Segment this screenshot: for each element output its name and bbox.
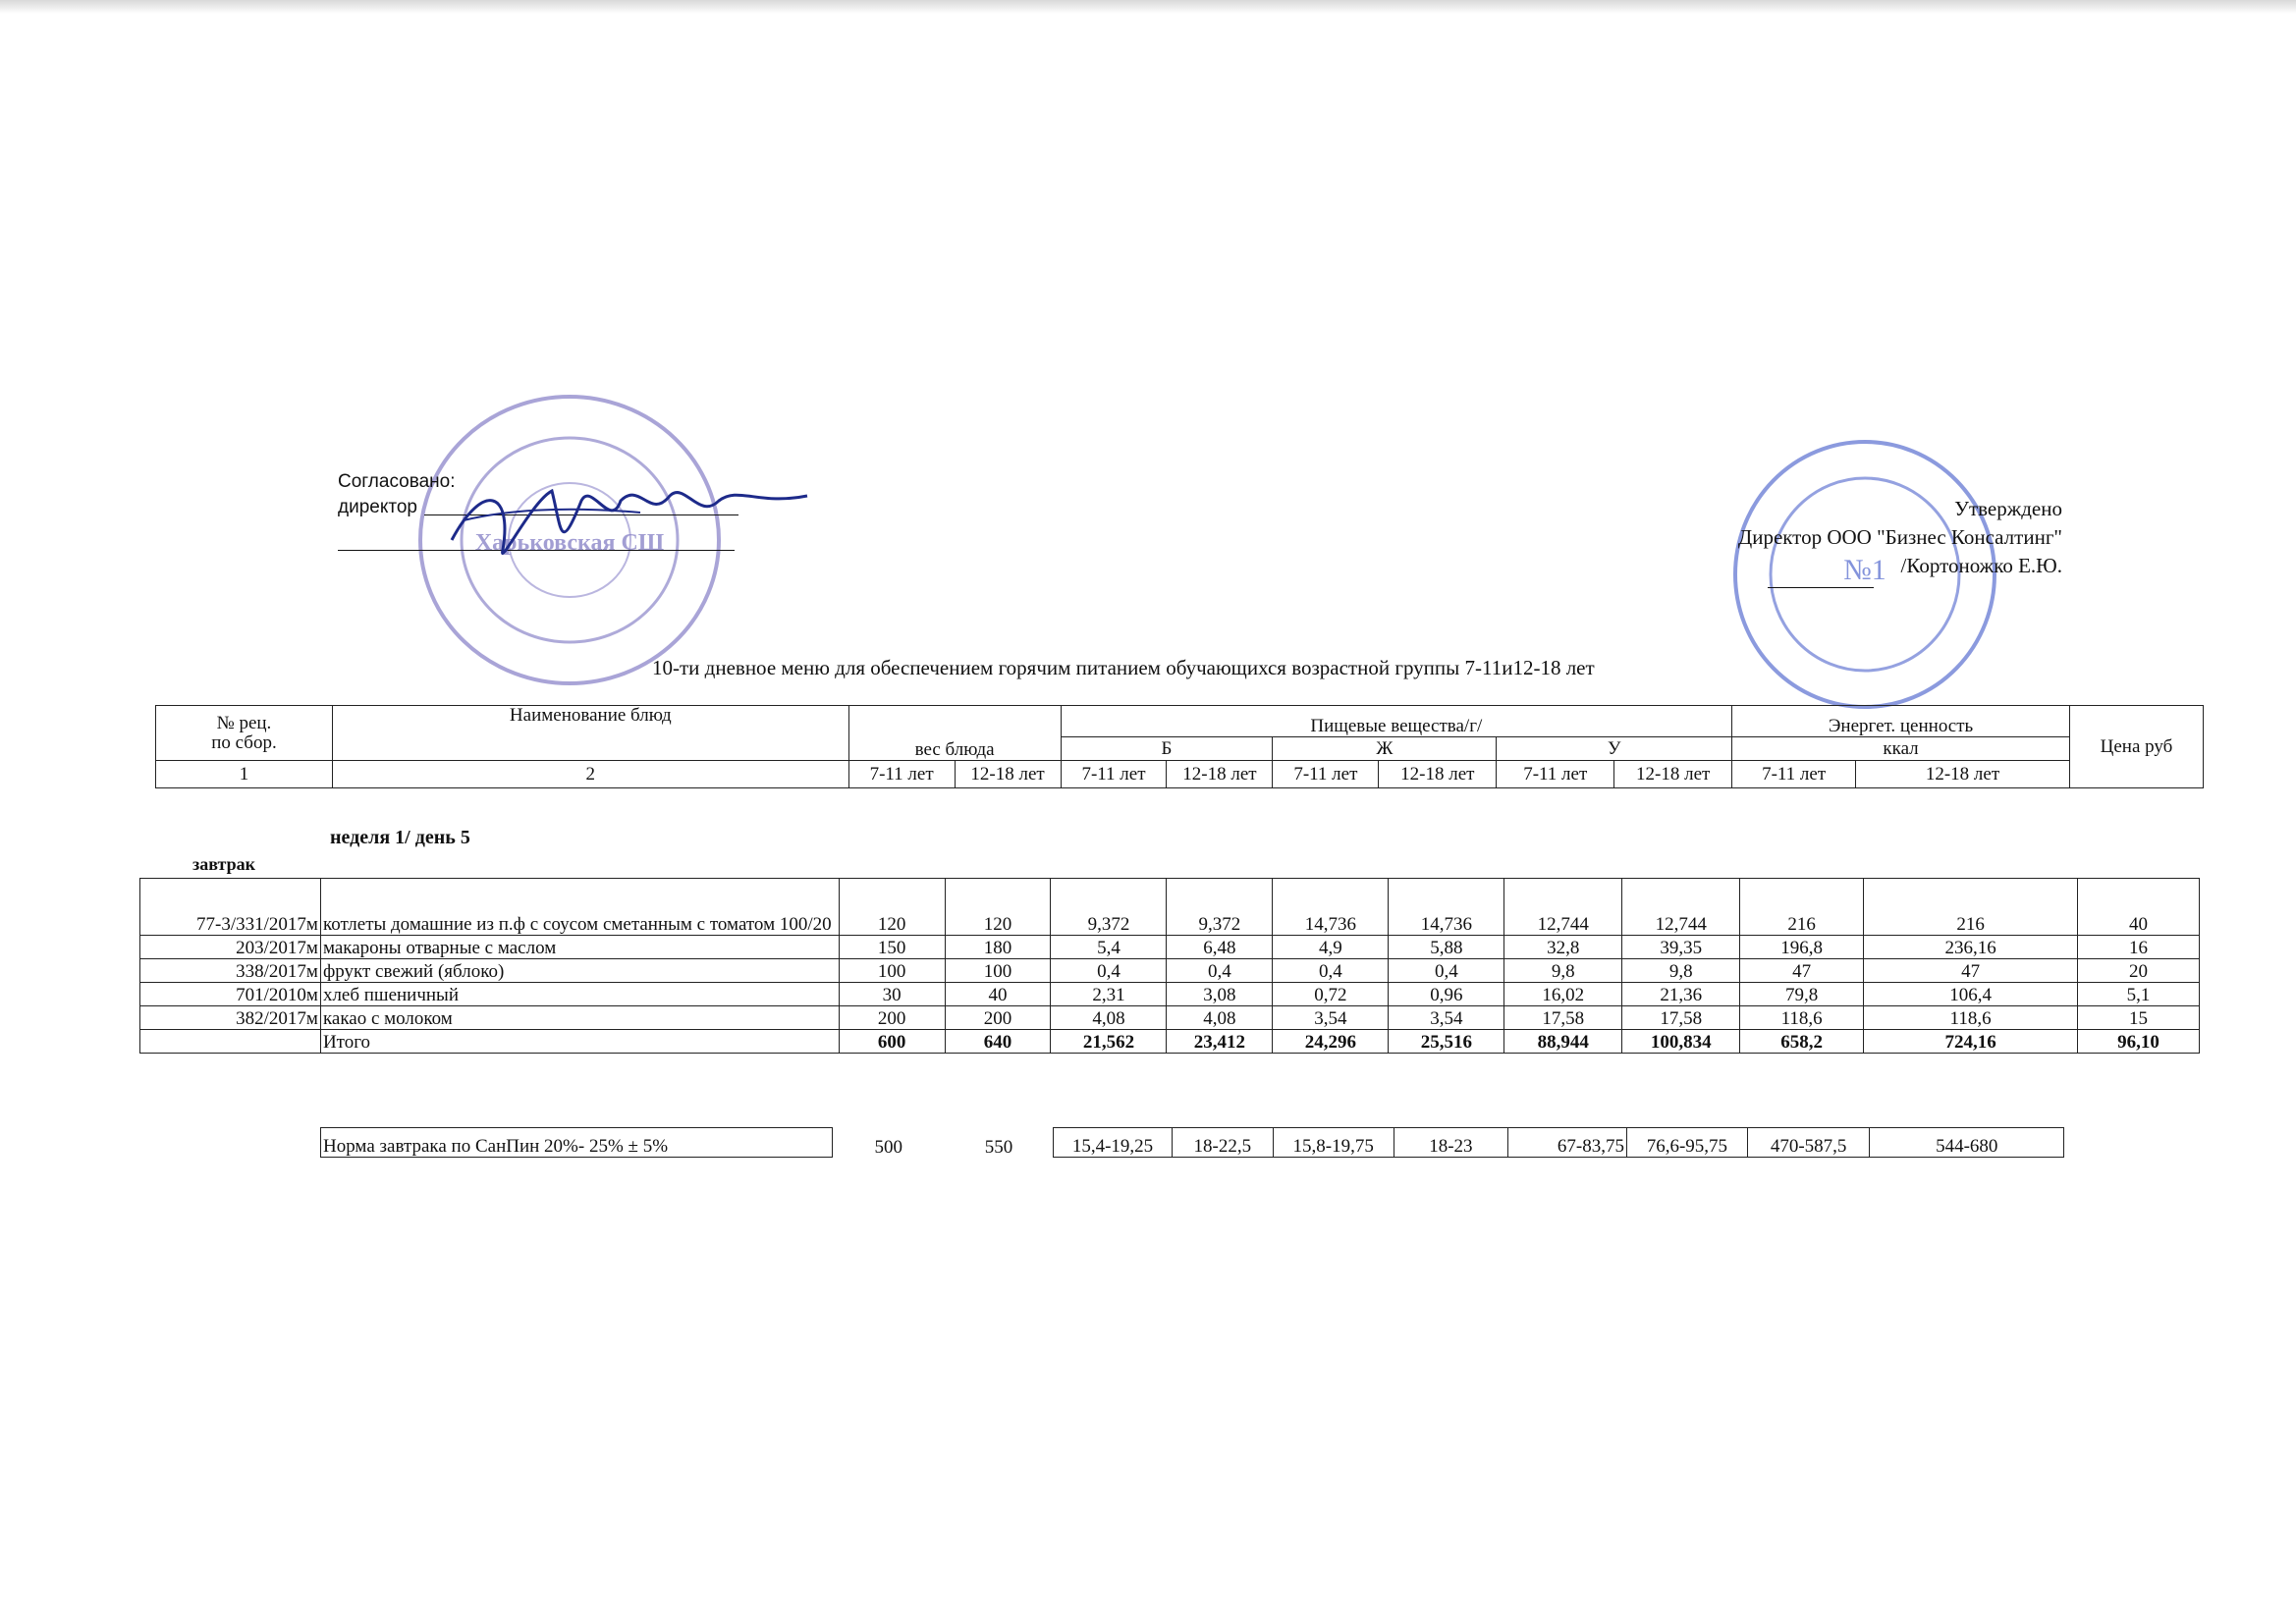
weight-age-b: 180	[945, 936, 1051, 959]
director-label: директор	[338, 497, 417, 517]
kcal-age-b: 236,16	[1864, 936, 2078, 959]
weight-age-a: 100	[839, 959, 945, 983]
dish-name: какао с молоком	[320, 1006, 839, 1030]
header-b-age-b: 12-18 лет	[1167, 761, 1273, 788]
b-age-a: 5,4	[1051, 936, 1167, 959]
header-dish-name: Наименование блюд	[332, 706, 848, 761]
header-carbs: У	[1497, 737, 1732, 761]
header-proteins: Б	[1061, 737, 1273, 761]
header-kcal: ккал	[1732, 737, 2070, 761]
weight-age-a: 200	[839, 1006, 945, 1030]
u-age-b: 17,58	[1622, 1006, 1740, 1030]
recipe-code: 701/2010м	[140, 983, 321, 1006]
norm-label: Норма завтрака по СанПин 20%- 25% ± 5%	[321, 1128, 833, 1158]
recipe-code: 382/2017м	[140, 1006, 321, 1030]
header-b-age-a: 7-11 лет	[1061, 761, 1167, 788]
weight-age-a: 150	[839, 936, 945, 959]
menu-row	[140, 959, 2200, 983]
total-row	[140, 1030, 2200, 1054]
recipe-code: 203/2017м	[140, 936, 321, 959]
school-stamp-text: Харьковская СШ	[474, 530, 665, 556]
total-weight-age-a: 600	[839, 1030, 945, 1054]
director-signature	[444, 461, 817, 579]
kcal-age-a: 79,8	[1740, 983, 1864, 1006]
menu-row	[140, 879, 2200, 936]
norm-weight-age-a: 500	[874, 1136, 903, 1158]
recipe-code: 338/2017м	[140, 959, 321, 983]
norm-table	[320, 1127, 2064, 1158]
z-age-b: 3,54	[1389, 1006, 1504, 1030]
b-age-a: 2,31	[1051, 983, 1167, 1006]
total-kcal-age-a: 658,2	[1740, 1030, 1864, 1054]
header-col-2: 2	[332, 761, 848, 788]
u-age-a: 17,58	[1504, 1006, 1622, 1030]
norm-b-age-b: 18-22,5	[1172, 1128, 1273, 1158]
z-age-b: 5,88	[1389, 936, 1504, 959]
scan-edge	[0, 0, 2296, 14]
b-age-b: 9,372	[1167, 879, 1273, 936]
price: 15	[2078, 1006, 2200, 1030]
dish-name: котлеты домашние из п.ф с соусом сметанным с томатом 100/20	[320, 879, 839, 936]
kcal-age-a: 47	[1740, 959, 1864, 983]
header-u-age-a: 7-11 лет	[1497, 761, 1614, 788]
dish-name: фрукт свежий (яблоко)	[320, 959, 839, 983]
header-recipe-source: по сбор.	[211, 731, 277, 753]
norm-u-age-b: 76,6-95,75	[1626, 1128, 1747, 1158]
price: 16	[2078, 936, 2200, 959]
total-price: 96,10	[2078, 1030, 2200, 1054]
kcal-age-b: 118,6	[1864, 1006, 2078, 1030]
price: 5,1	[2078, 983, 2200, 1006]
total-kcal-age-b: 724,16	[1864, 1030, 2078, 1054]
b-age-a: 0,4	[1051, 959, 1167, 983]
menu-header-table	[155, 705, 2204, 788]
z-age-a: 3,54	[1273, 1006, 1389, 1030]
kcal-age-b: 106,4	[1864, 983, 2078, 1006]
agreed-label: Согласовано:	[338, 471, 456, 492]
u-age-a: 16,02	[1504, 983, 1622, 1006]
weight-age-a: 120	[839, 879, 945, 936]
total-u-age-b: 100,834	[1622, 1030, 1740, 1054]
u-age-a: 32,8	[1504, 936, 1622, 959]
weight-age-b: 100	[945, 959, 1051, 983]
total-z-age-a: 24,296	[1273, 1030, 1389, 1054]
u-age-b: 39,35	[1622, 936, 1740, 959]
norm-k-age-b: 544-680	[1870, 1128, 2064, 1158]
price: 40	[2078, 879, 2200, 936]
header-k-age-a: 7-11 лет	[1732, 761, 1856, 788]
z-age-a: 4,9	[1273, 936, 1389, 959]
norm-k-age-a: 470-587,5	[1747, 1128, 1870, 1158]
company-director-line: Директор ООО "Бизнес Консалтинг"	[1737, 525, 2062, 549]
norm-z-age-b: 18-23	[1394, 1128, 1508, 1158]
header-weight: вес блюда	[848, 706, 1061, 761]
kcal-age-b: 216	[1864, 879, 2078, 936]
dish-name: макароны отварные с маслом	[320, 936, 839, 959]
header-price: Цена руб	[2069, 706, 2203, 788]
z-age-a: 0,72	[1273, 983, 1389, 1006]
b-age-a: 9,372	[1051, 879, 1167, 936]
company-director-name: /Кортоножко Е.Ю.	[1900, 554, 2062, 577]
menu-row	[140, 983, 2200, 1006]
header-weight-age-a: 7-11 лет	[848, 761, 955, 788]
approval-signature-line	[1768, 587, 1874, 588]
header-z-age-b: 12-18 лет	[1379, 761, 1497, 788]
total-z-age-b: 25,516	[1389, 1030, 1504, 1054]
weight-age-b: 200	[945, 1006, 1051, 1030]
meal-label: завтрак	[192, 854, 255, 874]
u-age-b: 12,744	[1622, 879, 1740, 936]
u-age-b: 21,36	[1622, 983, 1740, 1006]
norm-z-age-a: 15,8-19,75	[1273, 1128, 1394, 1158]
recipe-code: 77-3/331/2017м	[140, 879, 321, 936]
kcal-age-a: 216	[1740, 879, 1864, 936]
total-label: Итого	[320, 1030, 839, 1054]
z-age-a: 14,736	[1273, 879, 1389, 936]
menu-data-table	[139, 878, 2200, 1054]
menu-row	[140, 1006, 2200, 1030]
week-day-label: неделя 1/ день 5	[330, 827, 470, 848]
document-title: 10-ти дневное меню для обеспечением горячим питанием обучающихся возрастной группы 7-11и12-18 лет	[652, 656, 1595, 679]
price: 20	[2078, 959, 2200, 983]
norm-b-age-a: 15,4-19,25	[1054, 1128, 1173, 1158]
total-u-age-a: 88,944	[1504, 1030, 1622, 1054]
header-recipe-cell	[156, 706, 333, 761]
approved-block	[1611, 495, 2062, 580]
u-age-a: 9,8	[1504, 959, 1622, 983]
header-u-age-b: 12-18 лет	[1614, 761, 1732, 788]
header-nutrients: Пищевые вещества/г/	[1061, 706, 1732, 737]
header-fats: Ж	[1273, 737, 1497, 761]
norm-weight-age-b: 550	[984, 1136, 1013, 1158]
svg-text:№1: №1	[1843, 554, 1886, 586]
b-age-b: 6,48	[1167, 936, 1273, 959]
z-age-b: 14,736	[1389, 879, 1504, 936]
kcal-age-b: 47	[1864, 959, 2078, 983]
header-energy: Энергет. ценность	[1732, 706, 2070, 737]
norm-u-age-a: 67-83,75	[1508, 1128, 1627, 1158]
b-age-b: 4,08	[1167, 1006, 1273, 1030]
weight-age-a: 30	[839, 983, 945, 1006]
total-b-age-a: 21,562	[1051, 1030, 1167, 1054]
b-age-b: 0,4	[1167, 959, 1273, 983]
header-col-1: 1	[156, 761, 333, 788]
u-age-a: 12,744	[1504, 879, 1622, 936]
header-recipe-no: № рец.	[216, 712, 272, 733]
weight-age-b: 120	[945, 879, 1051, 936]
kcal-age-a: 118,6	[1740, 1006, 1864, 1030]
total-b-age-b: 23,412	[1167, 1030, 1273, 1054]
approved-label: Утверждено	[1954, 497, 2062, 520]
z-age-b: 0,4	[1389, 959, 1504, 983]
total-weight-age-b: 640	[945, 1030, 1051, 1054]
kcal-age-a: 196,8	[1740, 936, 1864, 959]
total-code-cell	[140, 1030, 321, 1054]
menu-row	[140, 936, 2200, 959]
u-age-b: 9,8	[1622, 959, 1740, 983]
z-age-a: 0,4	[1273, 959, 1389, 983]
header-k-age-b: 12-18 лет	[1856, 761, 2070, 788]
header-weight-age-b: 12-18 лет	[955, 761, 1061, 788]
b-age-a: 4,08	[1051, 1006, 1167, 1030]
header-z-age-a: 7-11 лет	[1273, 761, 1379, 788]
z-age-b: 0,96	[1389, 983, 1504, 1006]
b-age-b: 3,08	[1167, 983, 1273, 1006]
dish-name: хлеб пшеничный	[320, 983, 839, 1006]
weight-age-b: 40	[945, 983, 1051, 1006]
